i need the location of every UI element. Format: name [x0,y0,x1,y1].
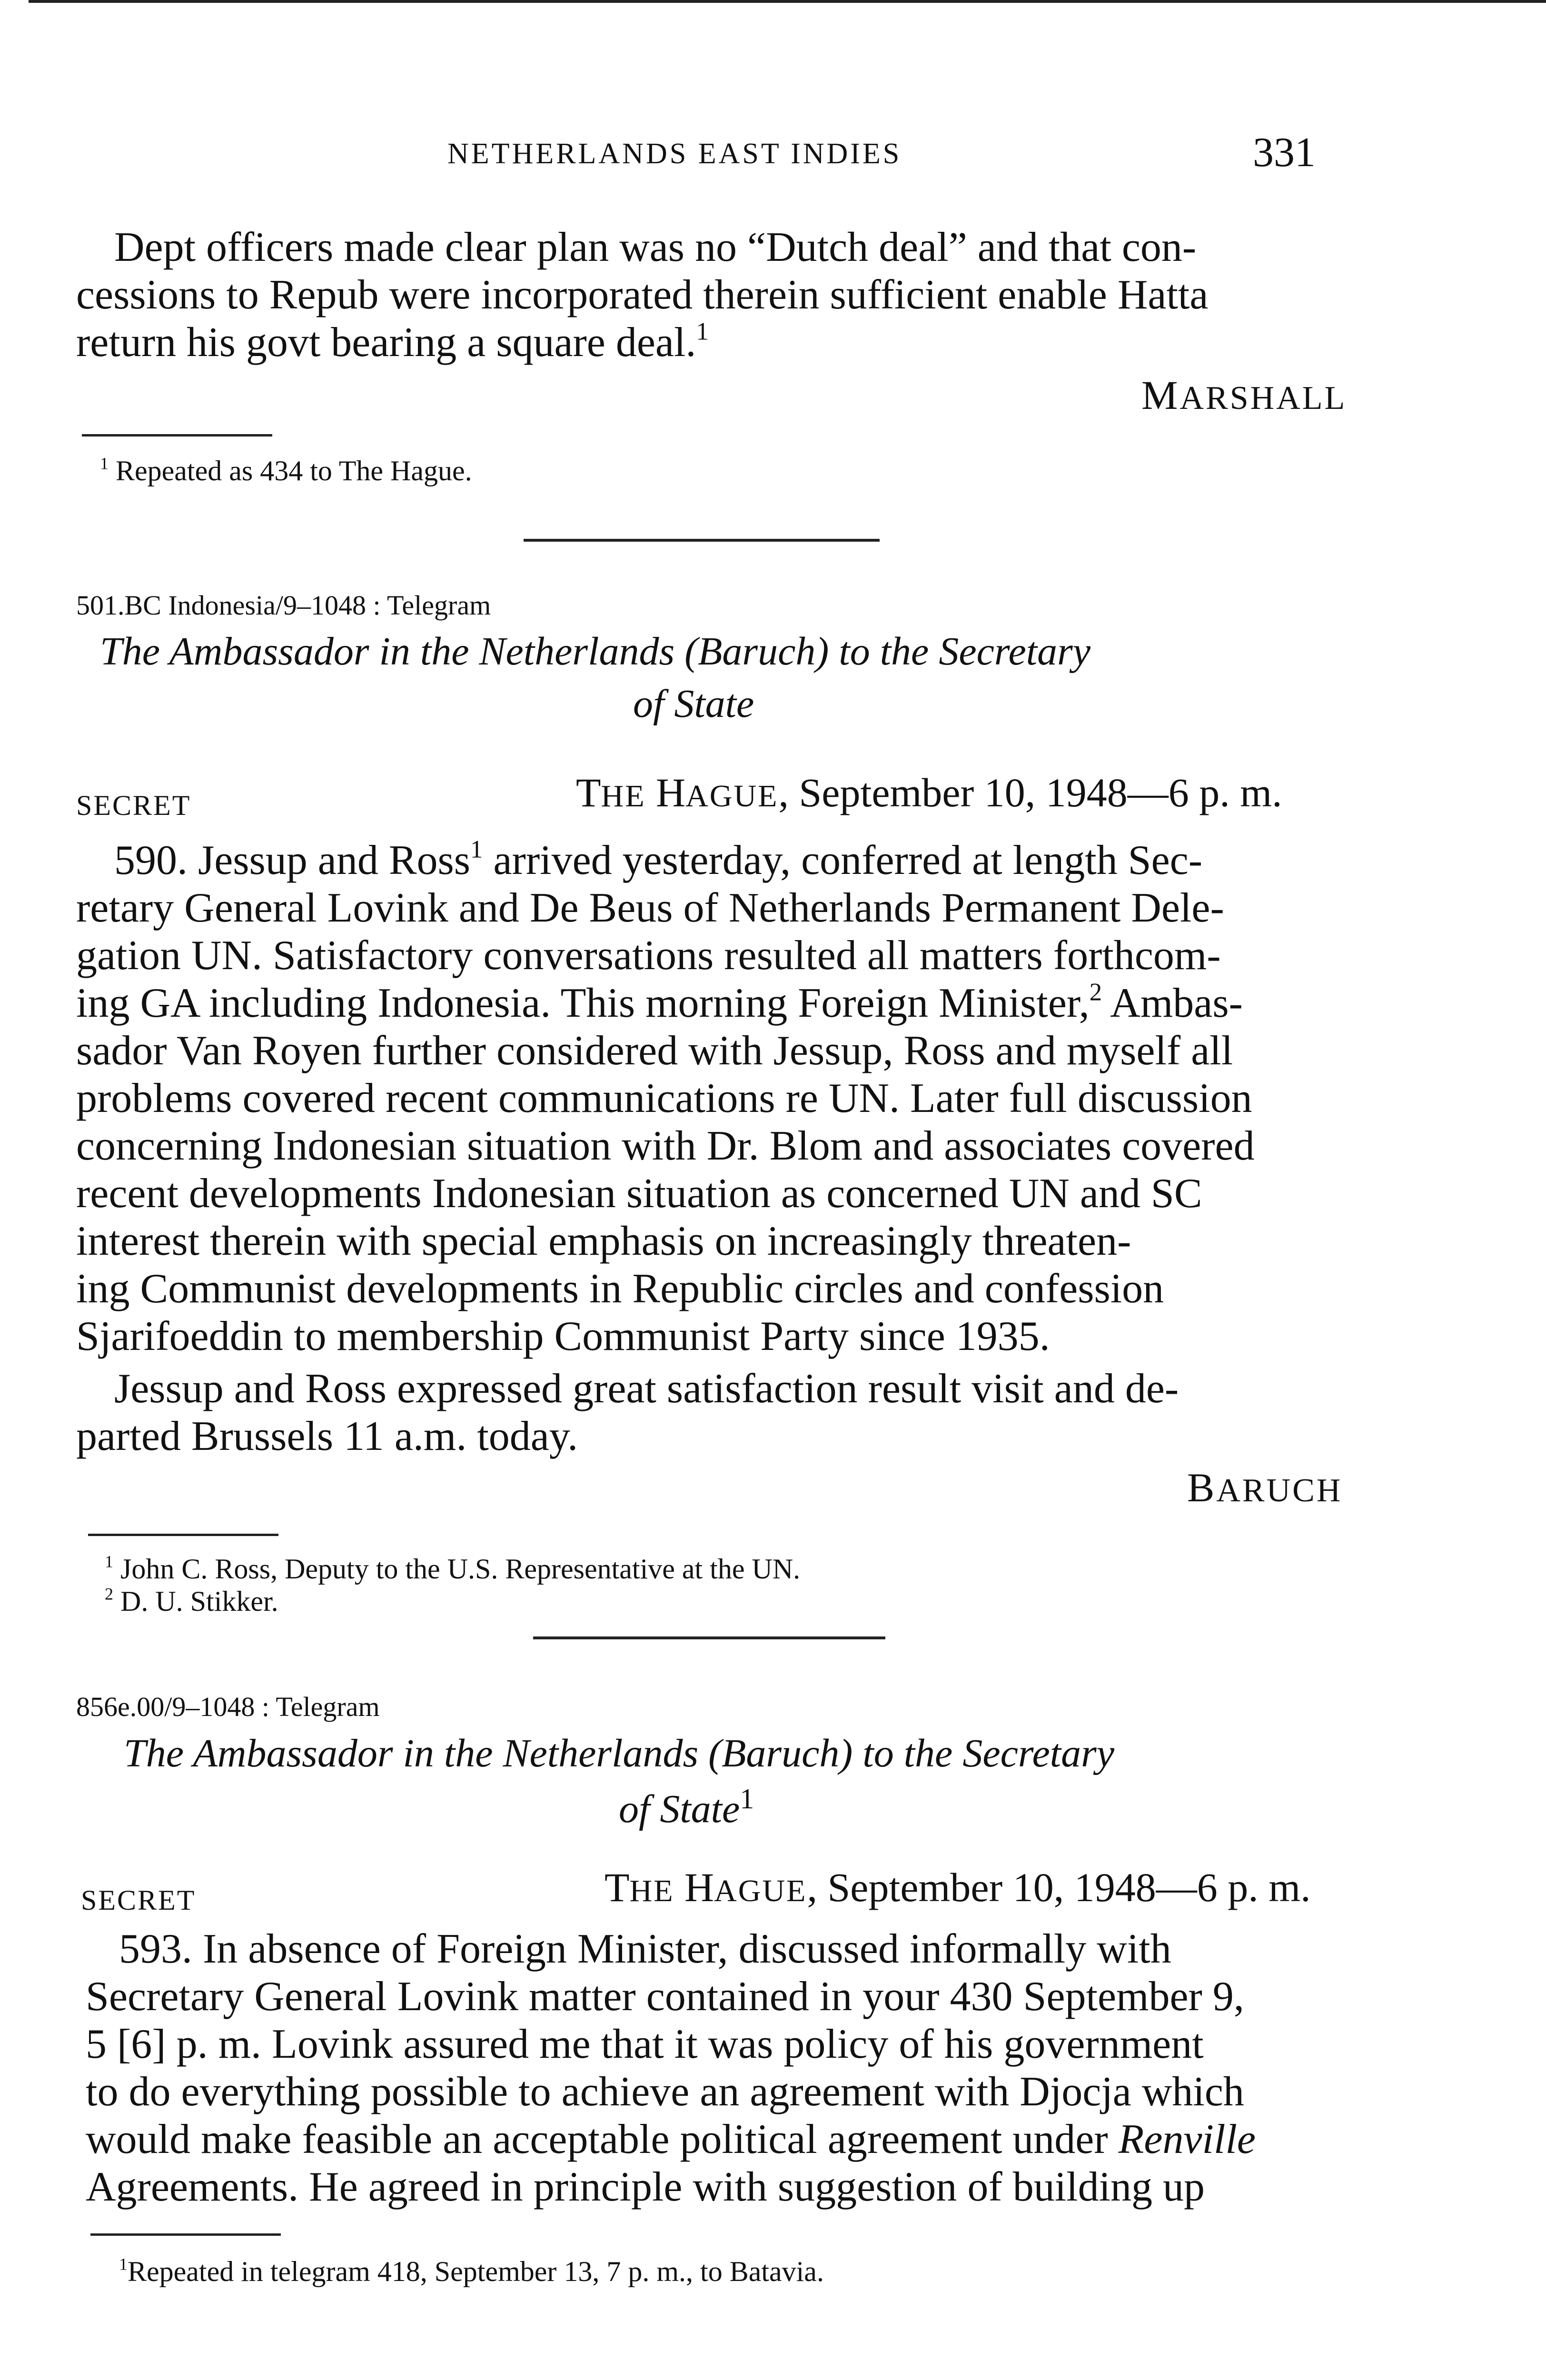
doc3-dateline-rest: , September 10, 1948—6 p. m. [807,1864,1311,1910]
doc2-line-7: concerning Indonesian situation with Dr. Blom and associates covered [76,1123,1255,1169]
doc3-line-3: 5 [6] p. m. Lovink assured me that it was policy of his government [86,2021,1204,2067]
doc3-dateline-t: T [605,1864,630,1910]
doc2-footnote-2-text: D. U. Stikker. [120,1586,278,1617]
doc2-line-11: Sjarifoeddin to membership Communist Party since 1935. [76,1313,1050,1359]
doc2-line-13: parted Brussels 11 a.m. today. [76,1413,578,1459]
doc1-signature-initial: M [1141,372,1180,418]
doc3-title-line-2-text: of State [619,1787,740,1831]
doc3-line-4: to do everything possible to achieve an agreement with Djocja which [86,2069,1244,2115]
doc3-dateline-ague: AGUE [714,1874,807,1908]
doc1-footnote-rule [82,434,272,436]
doc2-footnote-1-text: John C. Ross, Deputy to the U.S. Representative at the UN. [120,1553,801,1585]
doc2-footnote-rule [88,1534,278,1536]
doc2-dateline-ague: AGUE [685,779,779,813]
doc2-footnote-2 [105,1585,278,1618]
doc2-line-4-rest: Ambas- [1110,980,1243,1026]
doc3-dateline-h: H [684,1864,714,1910]
doc-separator-1 [524,539,880,542]
doc3-footnote-num: 1 [119,2254,128,2274]
doc2-line-1-text: 590. Jessup and Ross [114,837,471,883]
doc3-footnote-text: Repeated in telegram 418, September 13, 7 p. m., to Batavia. [128,2256,824,2287]
doc3-classification: SECRET [81,1884,196,1916]
doc3-dateline [605,1864,1311,1911]
doc2-signature [1187,1464,1342,1511]
doc3-line-5 [86,2116,1256,2163]
doc2-classification: SECRET [76,790,191,821]
doc3-footnote [119,2255,824,2288]
doc2-line-4-text: ing GA including Indonesia. This morning Foreign Minister, [76,980,1090,1026]
doc2-footnote-2-num: 2 [105,1584,113,1604]
doc3-title-footnote-ref: 1 [740,1783,754,1815]
doc2-line-5: sador Van Royen further considered with Jessup, Ross and myself all [76,1028,1233,1074]
doc3-file-reference: 856e.00/9–1048 : Telegram [76,1691,380,1722]
doc2-line-1-rest: arrived yesterday, conferred at length Sec- [493,837,1203,883]
doc3-title-line-2 [619,1783,754,1832]
doc2-line-9: interest therein with special emphasis on increasingly threaten- [76,1218,1131,1264]
doc2-line-4 [76,980,1243,1027]
doc2-footnote-1-num: 1 [105,1552,113,1571]
doc2-dateline-he: HE [601,779,646,813]
doc1-line-1: Dept officers made clear plan was no “Dutch deal” and that con- [114,224,1197,270]
doc1-line-2: cessions to Repub were incorporated therein sufficient enable Hatta [76,272,1209,318]
doc2-dateline-rest: , September 10, 1948—6 p. m. [778,770,1282,815]
doc1-footnote-ref: 1 [696,317,709,346]
doc2-line-10: ing Communist developments in Republic circles and confession [76,1266,1164,1312]
doc2-line-8: recent developments Indonesian situation as concerned UN and SC [76,1170,1202,1217]
doc1-footnote [100,455,472,487]
doc3-line-1: 593. In absence of Foreign Minister, discussed informally with [119,1926,1171,1972]
doc2-line-2: retary General Lovink and De Beus of Netherlands Permanent Dele- [76,885,1224,931]
doc2-line-6: problems covered recent communications re UN. Later full discussion [76,1075,1252,1121]
doc3-line-2: Secretary General Lovink matter contained in your 430 September 9, [86,1973,1244,2020]
doc2-line-12: Jessup and Ross expressed great satisfaction result visit and de- [114,1366,1179,1412]
doc2-dateline-t: T [576,770,601,815]
doc1-footnote-text: Repeated as 434 to The Hague. [116,455,472,486]
doc1-signature [1141,371,1347,419]
doc1-line-3 [76,319,709,367]
doc2-line-3: gation UN. Satisfactory conversations resulted all matters forthcom- [76,932,1221,979]
doc3-title-line-1: The Ambassador in the Netherlands (Baruch) to the Secretary [124,1731,1115,1775]
doc3-line-6: Agreements. He agreed in principle with suggestion of building up [86,2164,1205,2210]
doc1-footnote-num: 1 [100,454,109,473]
doc2-title-line-1: The Ambassador in the Netherlands (Baruch) to the Secretary [100,629,1091,674]
doc2-file-reference: 501.BC Indonesia/9–1048 : Telegram [76,590,491,621]
doc2-title-line-2: of State [633,682,754,726]
doc2-line-1 [114,837,1202,884]
doc3-line-5-text: would make feasible an acceptable political agreement under [86,2116,1108,2162]
doc2-footnote-ref-2: 2 [1089,978,1102,1006]
doc2-signature-initial: B [1187,1465,1217,1510]
doc1-line-3-text: return his govt bearing a square deal. [76,319,696,366]
page-number: 331 [1253,129,1316,176]
doc2-footnote-ref-1: 1 [470,835,483,863]
top-border [29,0,1546,3]
doc1-signature-rest: ARSHALL [1179,380,1347,416]
doc2-dateline [576,769,1282,816]
doc2-footnote-1 [105,1553,800,1586]
running-title: NETHERLANDS EAST INDIES [447,138,902,170]
doc2-signature-rest: ARUCH [1216,1472,1343,1509]
doc3-line-5-italic: Renville [1118,2116,1256,2162]
doc3-dateline-he: HE [629,1874,674,1908]
doc3-footnote-rule [90,2233,281,2236]
doc-separator-2 [533,1636,885,1639]
doc2-dateline-h: H [656,770,686,815]
